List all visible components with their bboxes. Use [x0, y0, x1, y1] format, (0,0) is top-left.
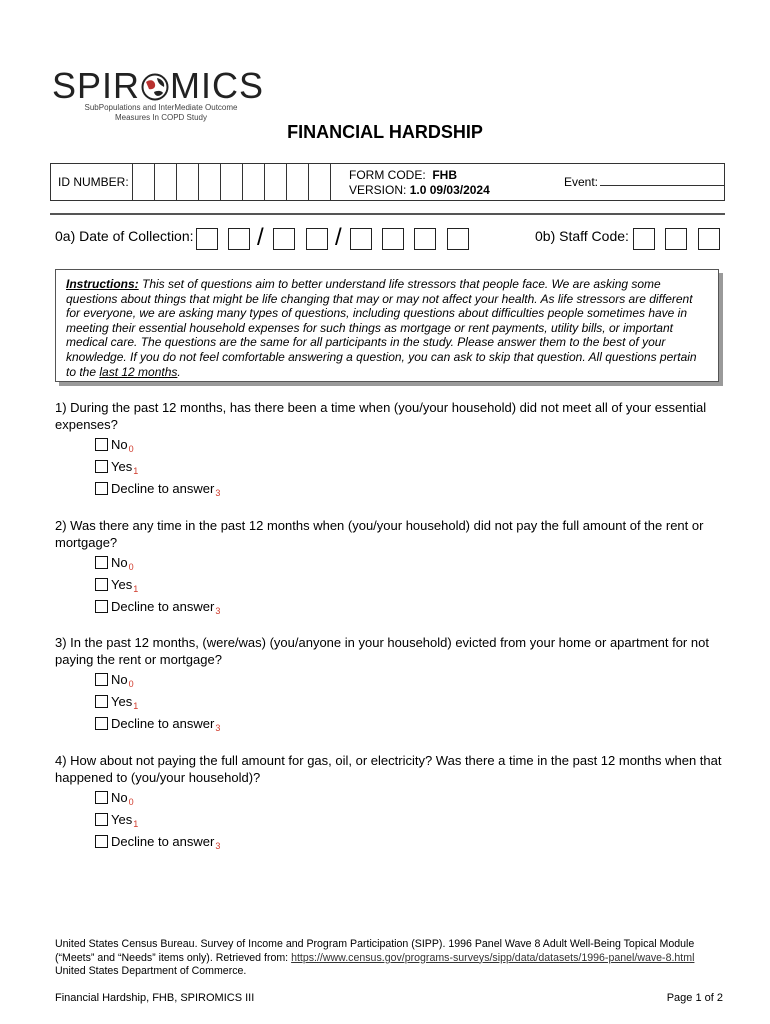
date-of-collection-label: 0a) Date of Collection: [55, 228, 194, 244]
option-yes[interactable] [95, 693, 725, 712]
option-label: Decline to answer [111, 481, 215, 496]
option-label: Decline to answer [111, 716, 215, 731]
instructions-period: last 12 months [99, 364, 178, 379]
option-no[interactable] [95, 671, 725, 690]
option-decline[interactable] [95, 480, 725, 499]
option-decline[interactable] [95, 833, 725, 852]
page-number: Page 1 of 2 [666, 992, 723, 1004]
staff-code-box[interactable] [698, 228, 720, 250]
date-day-box[interactable] [306, 228, 328, 250]
staff-code-label: 0b) Staff Code: [535, 228, 629, 244]
option-label: No [111, 790, 128, 805]
id-number-cells [133, 164, 331, 200]
option-code: 1 [133, 701, 139, 711]
option-code: 1 [133, 819, 139, 829]
question-3 [55, 634, 725, 734]
date-separator: / [335, 224, 342, 251]
date-year-box[interactable] [414, 228, 436, 250]
option-code: 3 [215, 841, 221, 851]
instructions-label: Instructions: [66, 277, 139, 291]
version-label: VERSION: [349, 183, 407, 197]
id-digit-box[interactable] [155, 164, 177, 200]
citation-source: United States Department of Commerce. [55, 965, 247, 977]
page-footer-left: Financial Hardship, FHB, SPIROMICS III [55, 992, 255, 1004]
staff-code-box[interactable] [633, 228, 655, 250]
globe-icon [141, 73, 169, 101]
option-code: 1 [133, 584, 139, 594]
option-label: Yes [111, 812, 133, 827]
option-code: 3 [215, 488, 221, 498]
checkbox[interactable] [95, 482, 108, 495]
date-year-box[interactable] [382, 228, 404, 250]
id-digit-box[interactable] [221, 164, 243, 200]
question-4 [55, 752, 725, 852]
id-digit-box[interactable] [309, 164, 331, 200]
option-label: No [111, 555, 128, 570]
date-separator: / [257, 224, 264, 251]
citation-footnote [55, 938, 725, 979]
id-number-label: ID NUMBER: [51, 164, 133, 200]
instructions-end: . [177, 364, 181, 379]
question-text: 2) Was there any time in the past 12 months when (you/your household) did not pay the full amount of the rent or mortgage? [55, 518, 704, 550]
option-no[interactable] [95, 789, 725, 808]
checkbox[interactable] [95, 600, 108, 613]
checkbox[interactable] [95, 578, 108, 591]
option-code: 3 [215, 723, 221, 733]
instructions-box [55, 269, 719, 382]
option-yes[interactable] [95, 811, 725, 830]
date-day-box[interactable] [273, 228, 295, 250]
id-digit-box[interactable] [265, 164, 287, 200]
option-code: 0 [128, 679, 134, 689]
checkbox[interactable] [95, 673, 108, 686]
logo-subtitle [76, 103, 246, 123]
option-yes[interactable] [95, 576, 725, 595]
option-label: Yes [111, 577, 133, 592]
logo-subtitle-line1: SubPopulations and InterMediate Outcome [84, 103, 238, 112]
checkbox[interactable] [95, 791, 108, 804]
form-code-value: FHB [432, 168, 458, 182]
citation-link[interactable]: https://www.census.gov/programs-surveys/sipp/data/datasets/1996-panel/wave-8.html [291, 951, 695, 964]
option-label: Decline to answer [111, 834, 215, 849]
staff-code-box[interactable] [665, 228, 687, 250]
date-year-box[interactable] [350, 228, 372, 250]
event-field [564, 174, 724, 189]
spiromics-logo [52, 65, 265, 126]
option-label: Decline to answer [111, 599, 215, 614]
option-code: 3 [215, 606, 221, 616]
event-input-line[interactable] [600, 174, 724, 186]
option-no[interactable] [95, 554, 725, 573]
option-no[interactable] [95, 436, 725, 455]
checkbox[interactable] [95, 717, 108, 730]
option-code: 0 [128, 562, 134, 572]
question-text: 4) How about not paying the full amount for gas, oil, or electricity? Was there a time in the past 12 months when that happened to (you/your household)? [55, 753, 722, 785]
checkbox[interactable] [95, 556, 108, 569]
logo-word-right: MICS [170, 65, 265, 106]
date-year-box[interactable] [447, 228, 469, 250]
option-decline[interactable] [95, 715, 725, 734]
checkbox[interactable] [95, 835, 108, 848]
instructions-text: This set of questions aim to better understand life stressors that people face. We are asking some questions about things that might be life changing that may or may not affect your health. As life stressors are different for everyone, we are asking many types of questions, including questions about difficulties people sometimes have in meeting their essential household expenses for such things as mortgage or rent payments, utility bills, or important medical care. The questions are the same for all participants in the study. Please answer them to the best of your knowledge. If you do not feel comfortable answering a question, you can ask to skip that question. All questions pertain to the [66, 277, 697, 379]
id-digit-box[interactable] [177, 164, 199, 200]
citation-text: United States Census Bureau. Survey of Income and Program Participation (SIPP). 1996 Panel Wave 8 Adult Well-Being Topical Module (“Meets” and “Needs” items only). Retrieved from: [55, 938, 695, 964]
version-value: 1.0 09/03/2024 [409, 183, 490, 197]
checkbox[interactable] [95, 460, 108, 473]
option-code: 1 [133, 466, 139, 476]
event-label: Event: [564, 175, 599, 189]
option-code: 0 [128, 444, 134, 454]
checkbox[interactable] [95, 813, 108, 826]
id-digit-box[interactable] [287, 164, 309, 200]
question-1 [55, 399, 725, 499]
question-2 [55, 517, 725, 617]
option-label: Yes [111, 694, 133, 709]
date-month-box[interactable] [228, 228, 250, 250]
logo-subtitle-line2: Measures In COPD Study [114, 113, 208, 122]
date-month-box[interactable] [196, 228, 218, 250]
form-code-block [349, 168, 490, 198]
question-text: 3) In the past 12 months, (were/was) (you/anyone in your household) evicted from your home or apartment for not paying the rent or mortgage? [55, 635, 709, 667]
option-code: 0 [128, 797, 134, 807]
option-label: No [111, 672, 128, 687]
option-yes[interactable] [95, 458, 725, 477]
option-decline[interactable] [95, 598, 725, 617]
logo-wordmark [52, 66, 264, 106]
form-title: FINANCIAL HARDSHIP [287, 122, 483, 142]
logo-word-left: SPIR [52, 65, 141, 106]
option-label: Yes [111, 459, 133, 474]
id-digit-box[interactable] [243, 164, 265, 200]
checkbox[interactable] [95, 438, 108, 451]
id-digit-box[interactable] [133, 164, 155, 200]
form-header-box [50, 163, 725, 201]
checkbox[interactable] [95, 695, 108, 708]
option-label: No [111, 437, 128, 452]
question-text: 1) During the past 12 months, has there been a time when (you/your household) did not meet all of your essential expenses? [55, 400, 707, 432]
section-divider [50, 213, 725, 215]
id-digit-box[interactable] [199, 164, 221, 200]
form-code-label: FORM CODE: [349, 168, 426, 182]
